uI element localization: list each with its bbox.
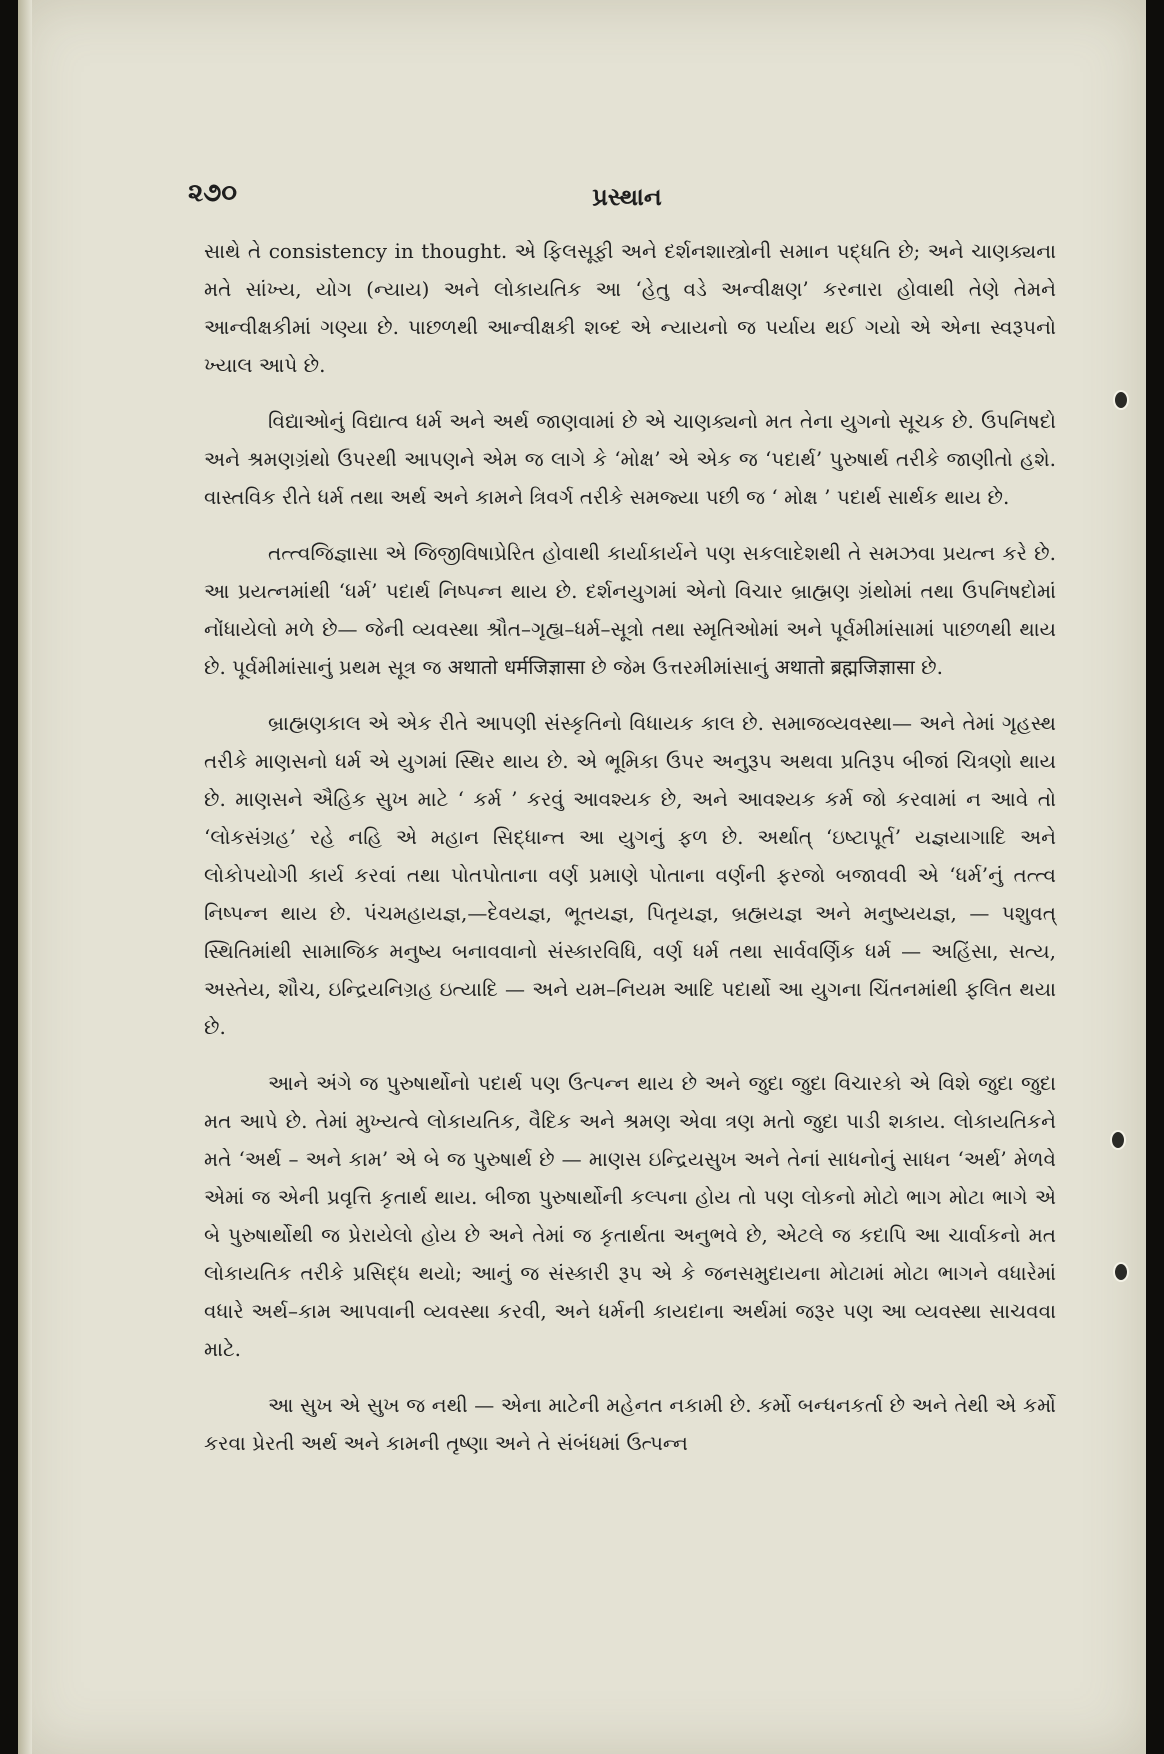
binding-hole (1113, 390, 1129, 410)
page-header (188, 178, 1066, 218)
page-body (204, 232, 1056, 1462)
page-binding-edge (18, 0, 32, 1754)
binding-hole (1110, 1130, 1126, 1150)
paragraph-6: આ સુખ એ સુખ જ નથી — એના માટેની મહેનત નકામી છે. કર્મો બન્ધનકર્તા છે અને તેથી એ કર્મો કરવા પ્રેરતી અર્થ અને કામની તૃષ્ણા અને તે સંબંધમાં ઉત્પન્ન (204, 1393, 1056, 1455)
paragraph-3: તત્ત્વજિજ્ઞાસા એ જિજીવિષાપ્રેરિત હોવાથી કાર્યાકાર્યને પણ સકલાદેશથી તે સમઝવા પ્રયત્ન કરે છે. આ પ્રયત્નમાંથી ‘ધર્મ’ પદાર્થ નિષ્પન્ન થાય છે. દર્શનયુગમાં એનો વિચાર બ્રાહ્મણ ગ્રંથોમાં તથા ઉપનિષદોમાં નોંધાયેલો મળે છે— જેની વ્યવસ્થા શ્રૌત–ગૃહ્ય–ધર્મ–સૂત્રો તથા સ્મૃતિઓમાં અને પૂર્વમીમાંસામાં પાછળથી થાય છે. પૂર્વમીમાંસાનું પ્રથમ સૂત્ર જ अथातो धर्मजिज्ञासा છે જેમ ઉત્તરમીમાંસાનું अथातो ब्रह्मजिज्ञासा છે. (204, 541, 1056, 679)
paragraph-2: વિદ્યાઓનું વિદ્યાત્વ ધર્મ અને અર્થ જાણવામાં છે એ ચાણક્યનો મત તેના યુગનો સૂચક છે. ઉપનિષદો અને શ્રમણગ્રંથો ઉપરથી આપણને એમ જ લાગે કે ‘મોક્ષ’ એ એક જ ‘પદાર્થ’ પુરુષાર્થ તરીકે જાણીતો હશે. વાસ્તવિક રીતે ધર્મ તથા અર્થ અને કામને ત્રિવર્ગ તરીકે સમજ્યા પછી જ ‘ મોક્ષ ’ પદાર્થ સાર્થક થાય છે. (204, 409, 1056, 509)
page-number: ૨૭૦ (188, 178, 237, 208)
paragraph-1: સાથે તે consistency in thought. એ ફિલસૂફી અને દર્શનશાસ્ત્રોની સમાન પદ્ધતિ છે; અને ચાણક્યના મતે સાંખ્ય, યોગ (ન્યાય) અને લોકાયતિક આ ‘હેતુ વડે અન્વીક્ષણ’ કરનારા હોવાથી તેણે તેમને આન્વીક્ષકીમાં ગણ્યા છે. પાછળથી આન્વીક્ષકી શબ્દ એ ન્યાયનો જ પર્યાય થઈ ગયો એ એના સ્વરૂપનો ખ્યાલ આપે છે. (204, 239, 1056, 377)
book-page (18, 0, 1146, 1754)
paragraph-5: આને અંગે જ પુરુષાર્થોનો પદાર્થ પણ ઉત્પન્ન થાય છે અને જુદા જુદા વિચારકો એ વિશે જુદા જુદા મત આપે છે. તેમાં મુખ્યત્વે લોકાયતિક, વૈદિક અને શ્રમણ એવા ત્રણ મતો જુદા પાડી શકાય. લોકાયતિકને મતે ‘અર્થ – અને કામ’ એ બે જ પુરુષાર્થ છે — માણસ ઇન્દ્રિયસુખ અને તેનાં સાધનોનું સાધન ‘અર્થ’ મેળવે એમાં જ એની પ્રવૃત્તિ કૃતાર્થ થાય. બીજા પુરુષાર્થોની કલ્પના હોય તો પણ લોકનો મોટો ભાગ મોટા ભાગે એ બે પુરુષાર્થોથી જ પ્રેરાયેલો હોય છે અને તેમાં જ કૃતાર્થતા અનુભવે છે, એટલે જ કદાપિ આ ચાર્વાકનો મત લોકાયતિક તરીકે પ્રસિદ્ધ થયો; આનું જ સંસ્કારી રૂપ એ કે જનસમુદાયના મોટામાં મોટા ભાગને વધારેમાં વધારે અર્થ–કામ આપવાની વ્યવસ્થા કરવી, અને ધર્મની કાયદાના અર્થમાં જરૂર પણ આ વ્યવસ્થા સાચવવા માટે. (204, 1071, 1056, 1361)
paragraph-4: બ્રાહ્મણકાલ એ એક રીતે આપણી સંસ્કૃતિનો વિધાયક કાલ છે. સમાજવ્યવસ્થા— અને તેમાં ગૃહસ્થ તરીકે માણસનો ધર્મ એ યુગમાં સ્થિર થાય છે. એ ભૂમિકા ઉપર અનુરૂપ અથવા પ્રતિરૂપ બીજાં ચિત્રણો થાય છે. માણસને ઐહિક સુખ માટે ‘ કર્મ ’ કરવું આવશ્યક છે, અને આવશ્યક કર્મ જો કરવામાં ન આવે તો ‘લોકસંગ્રહ’ રહે નહિ એ મહાન સિદ્ધાન્ત આ યુગનું ફળ છે. અર્થાત્ ‘ઇષ્ટાપૂર્ત’ યજ્ઞયાગાદિ અને લોકોપયોગી કાર્ય કરવાં તથા પોતપોતાના વર્ણ પ્રમાણે પોતાના વર્ણની ફરજો બજાવવી એ ‘ધર્મ’નું તત્ત્વ નિષ્પન્ન થાય છે. પંચમહાયજ્ઞ,—દેવયજ્ઞ, ભૂતયજ્ઞ, પિતૃયજ્ઞ, બ્રહ્મયજ્ઞ અને મનુષ્યયજ્ઞ, — પશુવત્ સ્થિતિમાંથી સામાજિક મનુષ્ય બનાવવાનો સંસ્કારવિધિ, વર્ણ ધર્મ તથા સાર્વવર્ણિક ધર્મ — અહિંસા, સત્ય, અસ્તેય, શૌચ, ઇન્દ્રિયનિગ્રહ ઇત્યાદિ — અને યમ–નિયમ આદિ પદાર્થો આ યુગના ચિંતનમાંથી ફલિત થયા છે. (204, 711, 1056, 1039)
binding-hole (1113, 1262, 1129, 1282)
running-title: પ્રસ્થાન (592, 182, 662, 211)
